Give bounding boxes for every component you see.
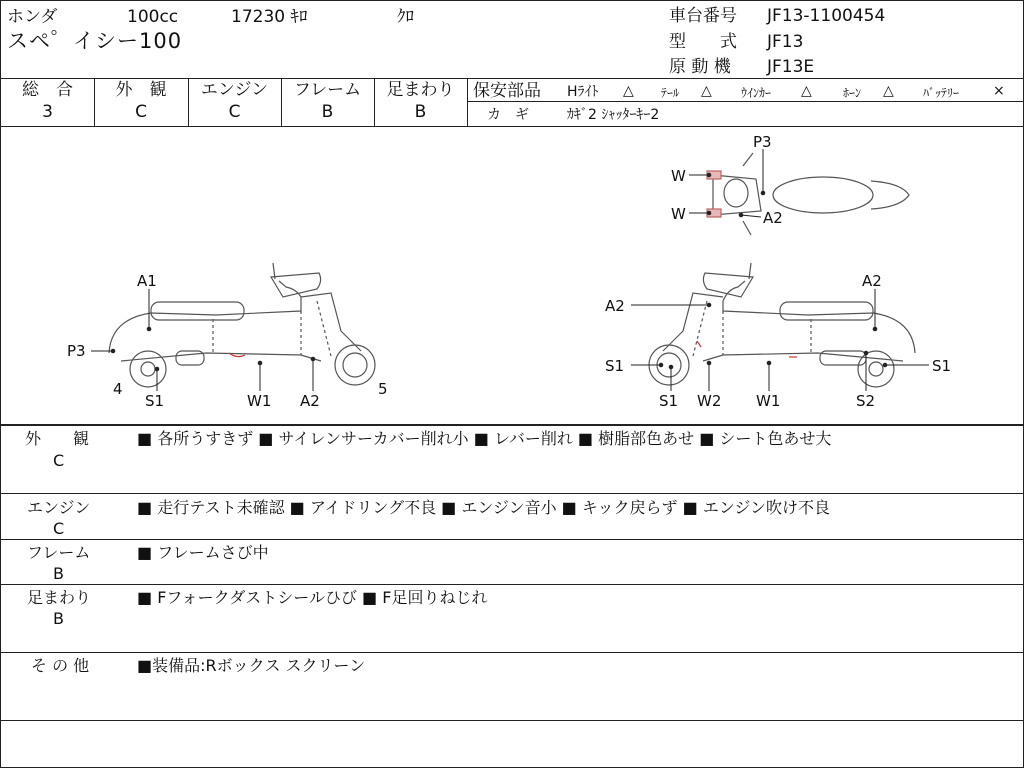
diagram-label: A2: [300, 392, 320, 410]
safety-item-mark: △: [623, 83, 634, 99]
diagram-label: A2: [763, 209, 783, 227]
diagram-label: 5: [378, 380, 388, 398]
diagram-label: S1: [605, 357, 625, 375]
diagram-label: W: [671, 167, 686, 185]
rating-label-frame: フレーム: [293, 80, 362, 100]
safety-label: 保安部品: [473, 81, 541, 101]
note-grade-suspension: B: [53, 609, 64, 628]
divider: [1, 493, 1023, 494]
damage-diagram: [1, 127, 1023, 425]
rating-value-suspension: B: [414, 102, 427, 122]
divider: [1, 652, 1023, 653]
note-text-suspension: ■ Fフォークダストシールひび ■ F足回りねじれ: [137, 588, 488, 607]
diagram-label: S1: [145, 392, 165, 410]
note-grade-frame: B: [53, 564, 64, 583]
diagram-label: A1: [137, 272, 157, 290]
safety-item-mark: ×: [993, 83, 1005, 99]
safety-item-mark: △: [701, 83, 712, 99]
rating-value-frame: B: [321, 102, 334, 122]
note-text-other: ■装備品:Rボックス スクリーン: [137, 656, 366, 675]
color: ｸﾛ: [397, 7, 414, 27]
note-text-frame: ■ フレームさび中: [137, 543, 269, 562]
diagram-label: W1: [756, 392, 781, 410]
frame-no-label: 車台番号: [669, 6, 737, 26]
note-label-suspension: 足まわり: [27, 588, 92, 607]
rating-label-exterior: 外 観: [115, 80, 167, 100]
note-grade-exterior: C: [53, 451, 65, 470]
key-value: ｶｷﾞ2 ｼｬｯﾀｰｷｰ2: [567, 107, 660, 123]
engine-value: JF13E: [767, 57, 815, 77]
diagram-label: P3: [753, 133, 772, 151]
divider: [1, 78, 1023, 79]
note-label-other: そ の 他: [31, 656, 90, 675]
displacement: 100cc: [127, 7, 179, 27]
rating-label-suspension: 足まわり: [386, 80, 455, 100]
diagram-label: W2: [697, 392, 722, 410]
divider: [1, 720, 1023, 721]
rating-value-exterior: C: [135, 102, 147, 122]
rating-label-engine: エンジン: [200, 80, 269, 100]
diagram-label: A2: [862, 272, 882, 290]
note-grade-engine: C: [53, 519, 65, 538]
divider: [1, 584, 1023, 585]
engine-label: 原 動 機: [669, 57, 731, 77]
type-value: JF13: [767, 32, 804, 52]
maker: ホンダ: [7, 7, 58, 27]
diagram-label: S1: [659, 392, 679, 410]
diagram-label: 4: [113, 380, 123, 398]
diagram-label: A2: [605, 297, 625, 315]
diagram-label: S2: [856, 392, 876, 410]
model-name: スペ゜イシー100: [7, 29, 183, 53]
diagram-label: W1: [247, 392, 272, 410]
rating-value-engine: C: [228, 102, 241, 122]
diagram-label: P3: [67, 342, 86, 360]
type-label: 型 式: [669, 32, 737, 52]
key-label: カ ギ: [487, 107, 529, 123]
safety-item-name: ｳｲﾝｶｰ: [741, 86, 772, 100]
note-label-exterior: 外 観: [25, 429, 90, 448]
rating-value-overall: 3: [42, 102, 53, 122]
rating-label-overall: 総 合: [22, 80, 73, 100]
note-text-exterior: ■ 各所うすきず ■ サイレンサーカバー削れ小 ■ レバー削れ ■ 樹脂部色あせ ■ シート色あせ大: [137, 429, 832, 448]
diagram-label: W: [671, 205, 686, 223]
divider: [1, 424, 1023, 426]
safety-item-mark: △: [883, 83, 894, 99]
safety-item-name: Hﾗｲﾄ: [567, 84, 599, 100]
mileage: 17230 ｷﾛ: [231, 7, 308, 27]
safety-item-name: ﾎｰﾝ: [843, 86, 862, 100]
divider: [1, 539, 1023, 540]
safety-item-mark: △: [801, 83, 812, 99]
safety-item-name: ﾊﾞｯﾃﾘｰ: [923, 86, 960, 100]
scooter-top-icon: [707, 153, 909, 235]
divider: [467, 78, 468, 126]
diagram-label: S1: [932, 357, 952, 375]
note-label-engine: エンジン: [27, 498, 91, 517]
note-label-frame: フレーム: [27, 543, 91, 562]
note-text-engine: ■ 走行テスト未確認 ■ アイドリング不良 ■ エンジン音小 ■ キック戻らず ■ エンジン吹け不良: [137, 498, 831, 517]
safety-item-name: ﾃｰﾙ: [661, 86, 680, 100]
frame-no: JF13-1100454: [767, 6, 886, 26]
